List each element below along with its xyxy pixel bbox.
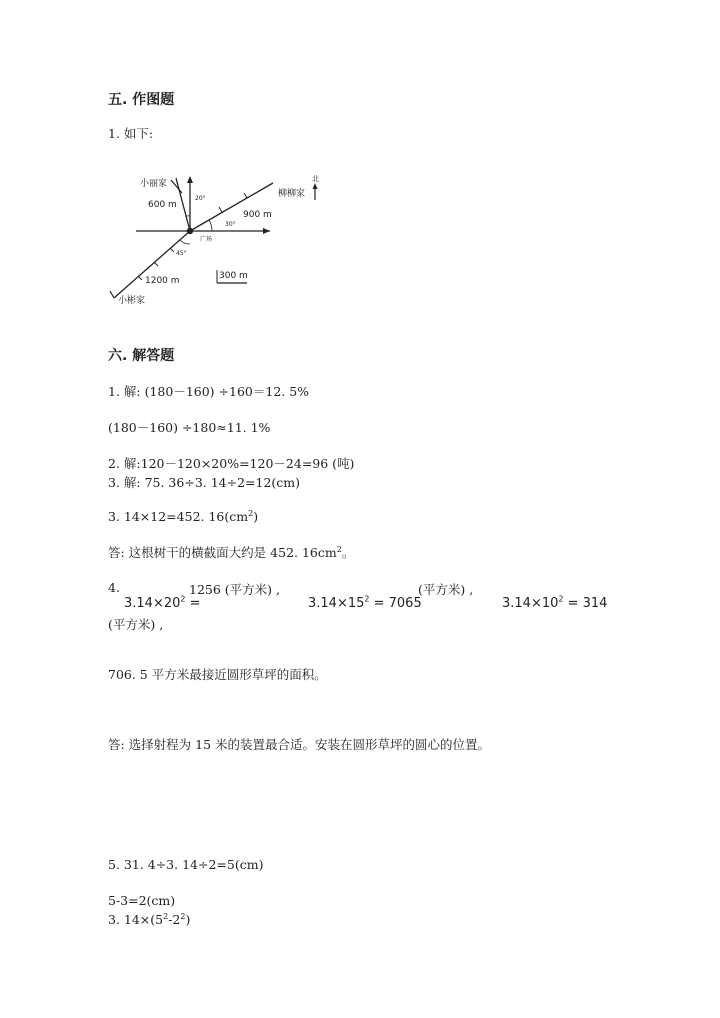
distance-xiaobin: 1200 m	[145, 276, 180, 286]
q4-unit: (平方米) ,	[108, 617, 164, 632]
q5-step3: 3. $14\times(5^2-2^2)$	[108, 911, 191, 927]
q4-answer: 答: 选择射程为 15 米的装置最合适。安装在圆形草坪的圆心的位置。	[108, 737, 491, 752]
question1-label: 1. 如下:	[108, 126, 154, 141]
angle-xiaoli: 20°	[195, 195, 206, 202]
q3-step1: 3. 解: 75. 36÷3. 14÷2=12(cm)	[108, 475, 301, 490]
q4-result1: 1256 (平方米) ,	[189, 582, 280, 597]
tick	[219, 207, 222, 212]
tick	[154, 262, 158, 266]
q3-step2: 3. 14×12=452. $16(cm^2)$	[108, 508, 259, 524]
xiaobin-arrowhead	[110, 291, 114, 298]
label-xiaobin: 小彬家	[118, 296, 146, 306]
q4-result2: (平方米) ,	[418, 582, 474, 597]
q1-step2: (180－160) ÷180≈11. 1%	[108, 420, 271, 435]
angle-xiaobin: 45°	[176, 250, 187, 257]
q4-number: 4.	[108, 580, 120, 595]
tick	[170, 248, 174, 252]
tick	[244, 193, 247, 198]
label-north: 北	[312, 175, 319, 183]
distance-xiaoli: 600 m	[148, 200, 177, 210]
xiaobin-line	[114, 231, 190, 298]
q4-conclusion: 706. 5 平方米最接近圆形草坪的面积。	[108, 667, 327, 682]
label-square: 广场	[200, 236, 213, 243]
label-xiaoli: 小丽家	[140, 179, 168, 189]
distance-liuliu: 900 m	[243, 210, 272, 220]
q1-step1: 1. 解: (180－160) ÷160＝12. 5%	[108, 384, 310, 399]
q4-formula2: $3.14\times 15^2 = 7065$	[308, 594, 422, 611]
angle-arc-xiaobin	[180, 240, 190, 244]
q5-step2: 5-3=2(cm)	[108, 893, 176, 908]
q4-formula3: $3.14\times 10^2 = 314$	[502, 594, 608, 611]
direction-diagram	[100, 160, 340, 315]
angle-liuliu: 30°	[225, 221, 236, 228]
scale-label: 300 m	[219, 271, 248, 281]
section6-title: 六. 解答题	[108, 348, 175, 364]
angle-arc-liuliu	[209, 220, 212, 231]
east-arrow	[263, 228, 270, 234]
q2-solution: 2. 解:120－120×20%=120－24=96 (吨)	[108, 456, 355, 471]
north-arrow	[187, 176, 193, 183]
section5-title: 五. 作图题	[108, 92, 175, 108]
q5-step1: 5. 31. 4÷3. 14÷2=5(cm)	[108, 857, 264, 872]
square-point	[187, 228, 193, 234]
north-indicator-arrow	[313, 183, 318, 189]
q4-formula1: $3.14\times 20^2$ =	[124, 594, 201, 611]
q3-answer: 答: 这根树干的横截面大约是 452. $16cm^2$。	[108, 544, 355, 560]
tick	[138, 276, 142, 280]
label-liuliu: 柳柳家	[278, 189, 306, 199]
xiaoli-line	[176, 178, 190, 231]
